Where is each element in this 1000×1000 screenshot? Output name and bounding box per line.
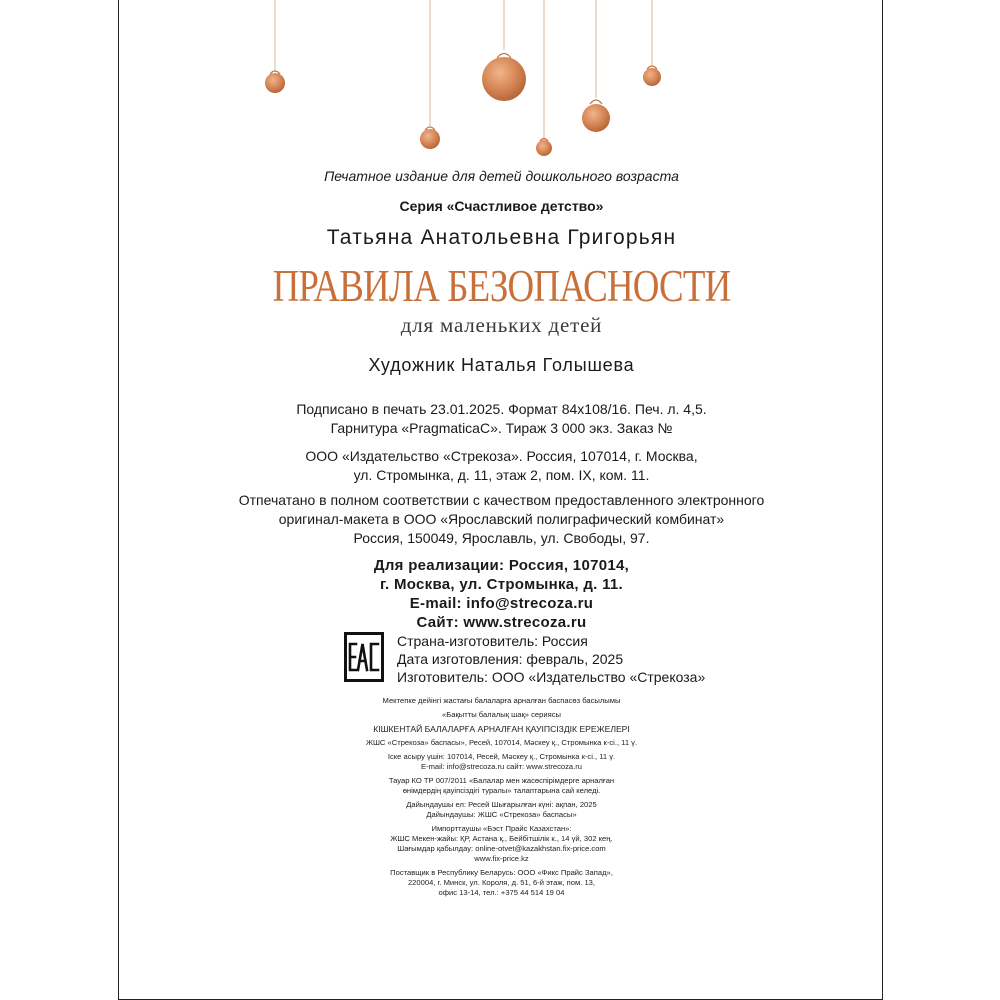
kz-production-line: Дайындаушы ел: Ресей Шығарылған күні: ақпан, 2025 xyxy=(406,800,597,809)
kz-importer-line: Импорттаушы «Бэст Прайс Казахстан»: xyxy=(431,824,572,833)
book-imprint-page xyxy=(118,0,883,1000)
sales-email: E-mail: info@strecoza.ru xyxy=(409,595,594,612)
printer-info xyxy=(119,491,884,548)
kz-series-name: «Бақытты балалық шақ» сериясы xyxy=(442,710,561,719)
hanging-ornaments-illustration xyxy=(119,0,884,160)
kz-sales-address: Іске асыру үшін: 107014, Ресей, Мәскеу қ., Стромынка к-сі., 11 ү. xyxy=(387,752,616,761)
manufacturer-info xyxy=(397,632,705,686)
kz-publisher: ЖШС «Стрекоза» баспасы», Ресей, 107014, Мәскеу қ., Стромынка к-сі., 11 ү. xyxy=(365,738,638,747)
kazakh-imprint-block xyxy=(119,696,884,902)
printer-info-line: Россия, 150049, Ярославль, ул. Свободы, 97. xyxy=(353,530,650,546)
publisher-address-line: ул. Стромынка, д. 11, этаж 2, пом. IX, ком. 11. xyxy=(353,467,650,483)
book-subtitle: для маленьких детей xyxy=(400,313,603,337)
kz-audience-note: Мектепке дейінгі жастағы балаларға арналған баспасөз басылымы xyxy=(382,696,621,705)
kz-importer-line: www.fix-price.kz xyxy=(474,854,529,863)
kz-importer-line: ЖШС Мекен-жайы: ҚР, Астана қ., Бейбітшілік к., 14 үй, 302 кең. xyxy=(390,834,613,843)
belarus-supplier-line: Поставщик в Республику Беларусь: ООО «Фикс Прайс Запад», xyxy=(390,868,613,877)
eac-mark-icon xyxy=(344,632,384,682)
sales-address-line: г. Москва, ул. Стромынка, д. 11. xyxy=(379,576,624,593)
publisher-address-line: ООО «Издательство «Стрекоза». Россия, 107014, г. Москва, xyxy=(305,448,698,464)
author-name: Татьяна Анатольевна Григорьян xyxy=(326,226,677,249)
kz-book-title: КІШКЕНТАЙ БАЛАЛАРҒА АРНАЛҒАН ҚАУІПСІЗДІК ЕРЕЖЕЛЕРІ xyxy=(373,724,630,734)
publisher-address xyxy=(119,447,884,485)
sales-address-line: Для реализации: Россия, 107014, xyxy=(373,557,630,574)
kz-standard-line: Тауар КО ТР 007/2011 «Балалар мен жасөспірімдерге арналған xyxy=(388,776,615,785)
book-title: ПРАВИЛА БЕЗОПАСНОСТИ xyxy=(272,261,731,311)
manufacture-date: Дата изготовления: февраль, 2025 xyxy=(397,651,624,667)
print-details xyxy=(119,400,884,438)
sales-contacts xyxy=(119,556,884,632)
sales-website: Сайт: www.strecoza.ru xyxy=(416,614,587,631)
kz-production-line: Дайындаушы: ЖШС «Стрекоза» баспасы» xyxy=(426,810,577,819)
printer-info-line: Отпечатано в полном соответствии с качеством предоставленного электронного xyxy=(238,492,765,508)
printer-info-line: оригинал-макета в ООО «Ярославский полиграфический комбинат» xyxy=(278,511,725,527)
kz-standard-line: өнімдердің қауіпсіздігі туралы» талаптарына сай келеді. xyxy=(402,786,601,795)
kz-email-site: E-mail: info@strecoza.ru сайт: www.strecoza.ru xyxy=(420,762,583,771)
print-details-line: Подписано в печать 23.01.2025. Формат 84х108/16. Печ. л. 4,5. xyxy=(296,401,707,417)
country-of-origin: Страна-изготовитель: Россия xyxy=(397,633,588,649)
belarus-supplier-line: 220004, г. Минск, ул. Короля, д. 51, 6-й этаж, пом. 13, xyxy=(407,878,596,887)
kz-importer-line: Шағымдар қабылдау: online-otvet@kazakhstan.fix-price.com xyxy=(397,844,606,853)
manufacturer-name: Изготовитель: ООО «Издательство «Стрекоза» xyxy=(397,669,706,685)
belarus-supplier-line: офис 13-14, тел.: +375 44 514 19 04 xyxy=(438,888,565,897)
print-details-line: Гарнитура «PragmaticaC». Тираж 3 000 экз. Заказ № xyxy=(330,420,673,436)
series-name: Серия «Счастливое детство» xyxy=(399,198,604,214)
audience-note: Печатное издание для детей дошкольного возраста xyxy=(324,168,679,184)
illustrator-credit: Художник Наталья Голышева xyxy=(368,355,635,375)
